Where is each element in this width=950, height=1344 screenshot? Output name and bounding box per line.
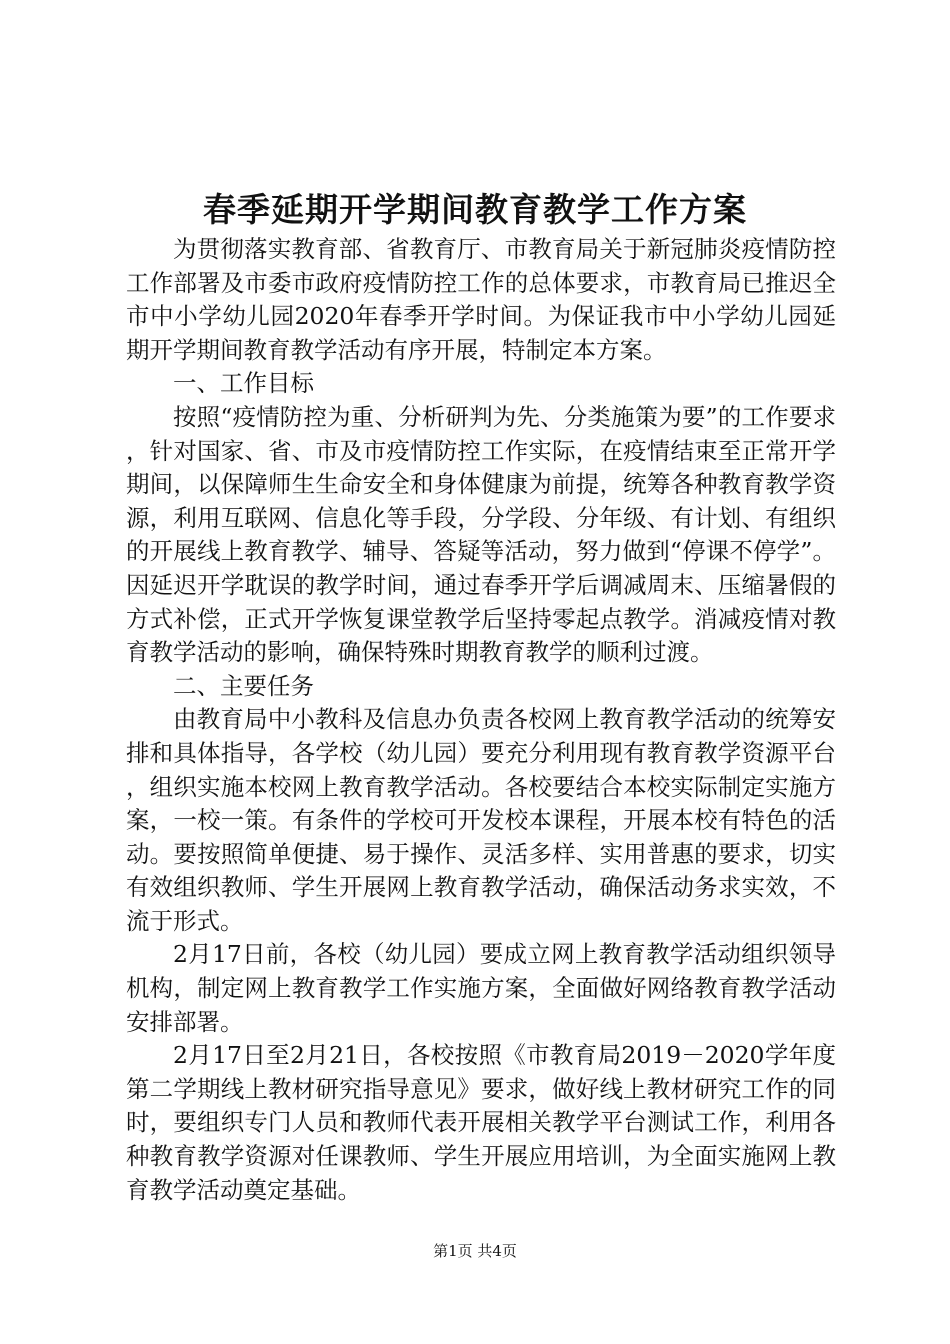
tasks-paragraph: 由教育局中小教科及信息办负责各校网上教育教学活动的统筹安排和具体指导，各学校（幼儿园）要充分利用现有教育教学资源平台，组织实施本校网上教育教学活动。各校要结合本校实际制定实施方案，一校一策。有条件的学校可开发校本课程，开展本校有特色的活动。要按照简单便捷、易于操作、灵活多样、实用普惠的要求，切实有效组织教师、学生开展网上教育教学活动，确保活动务求实效，不流于形式。 [126, 705, 836, 935]
document-title: 春季延期开学期间教育教学工作方案 [203, 190, 747, 229]
goals-paragraph: 按照“疫情防控为重、分析研判为先、分类施策为要”的工作要求，针对国家、省、市及市疫情防控工作实际，在疫情结束至正常开学期间，以保障师生生命安全和身体健康为前提，统筹各种教育教学资源，利用互联网、信息化等手段，分学段、分年级、有计划、有组织的开展线上教育教学、辅导、答疑等活动，努力做到“停课不停学”。因延迟开学耽误的教学时间，通过春季开学后调减周末、压缩暑假的方式补偿，正式开学恢复课堂教学后坚持零起点教学。消减疫情对教育教学活动的影响，确保特殊时期教育教学的顺利过渡。 [126, 402, 836, 667]
intro-paragraph: 为贯彻落实教育部、省教育厅、市教育局关于新冠肺炎疫情防控工作部署及市委市政府疫情防控工作的总体要求，市教育局已推迟全市中小学幼儿园2020年春季开学时间。为保证我市中小学幼儿园延期开学期间教育教学活动有序开展，特制定本方案。 [126, 235, 836, 364]
schedule-paragraph: 2月17日至2月21日，各校按照《市教育局2019－2020学年度第二学期线上教材研究指导意见》要求，做好线上教材研究工作的同时，要组织专门人员和教师代表开展相关教学平台测试工作，利用各种教育教学资源对任课教师、学生开展应用培训，为全面实施网上教育教学活动奠定基础。 [126, 1041, 836, 1204]
deadline-paragraph: 2月17日前，各校（幼儿园）要成立网上教育教学活动组织领导机构，制定网上教育教学工作实施方案，全面做好网络教育教学活动安排部署。 [126, 940, 836, 1036]
page-number-footer: 第1页 共4页 [433, 1242, 517, 1260]
section-heading-tasks: 二、主要任务 [173, 671, 314, 700]
section-heading-goals: 一、工作目标 [173, 369, 314, 398]
document-body [126, 233, 836, 1207]
